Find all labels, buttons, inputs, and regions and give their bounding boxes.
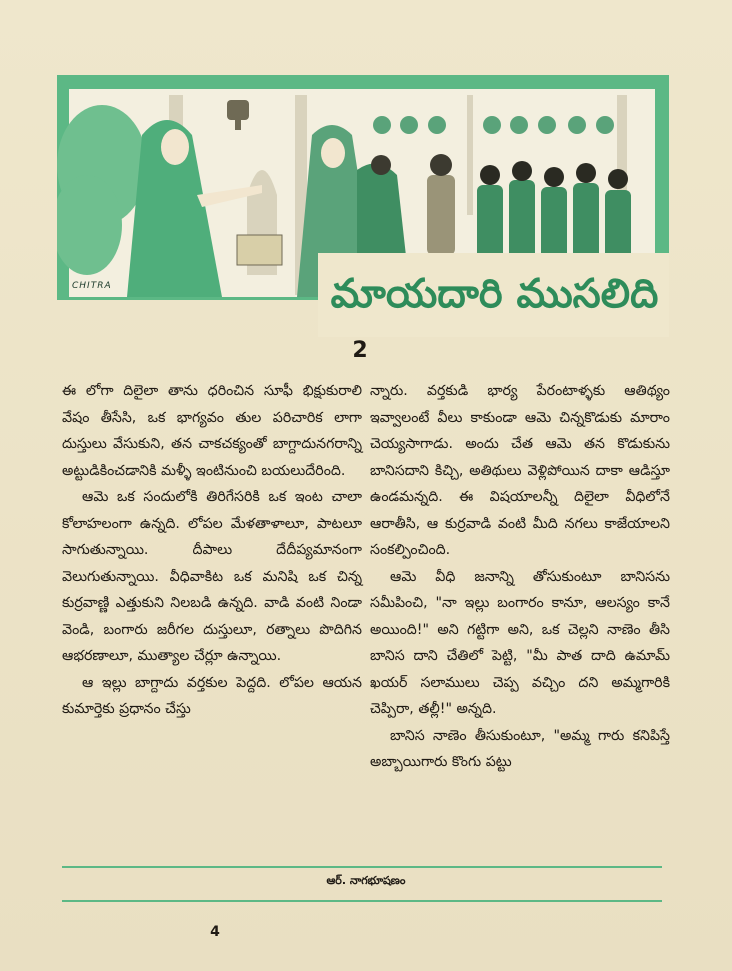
paragraph: న్నారు. వర్తకుడి భార్య పేరంటాళ్ళకు ఆతిథ్యం ఇవ్వాలంటే వీలు కాకుండా ఆమె చిన్నకొడుకు మారాం చెయ్యసాగాడు. అందు చేత ఆమె తన కొడుకును బానిసదాని కిచ్చి, అతిథులు వెళ్లిపోయిన దాకా ఆడిస్తూ ఉండమన్నది. ఈ విషయాలన్నీ దిలైలా వీధిలోనే ఆరాతీసి, ఆ కుర్రవాడి వంటి మీది నగలు కాజేయాలని సంకల్పించింది. [370,383,670,558]
divider-top [62,866,662,868]
paragraph: ఆమె ఒక సందులోకి తిరిగేసరికి ఒక ఇంట చాలా కోలాహలంగా ఉన్నది. లోపల మేళతాళాలూ, పాటలూ సాగుతున్నాయి. దీపాలు దేదీప్యమానంగా వెలుగుతున్నాయి. వీధివాకిట ఒక మనిషి ఒక చిన్న కుర్రవాణ్ణి ఎత్తుకుని నిలబడి ఉన్నది. వాడి వంటి నిండా వెండి, బంగారు జరీగల దుస్తులూ, రత్నాలు పొదిగిన ఆభరణాలూ, ముత్యాల చేర్లూ ఉన్నాయి. [62,489,362,664]
part-number: 2 [352,338,368,363]
page-number: 4 [210,924,220,940]
paragraph: ఆమె వీధి జనాన్ని తోసుకుంటూ బానిసను సమీపించి, "నా ఇల్లు బంగారం కానూ, ఆలస్యం కానే అయింది!" అని గట్టిగా అని, ఒక చెల్లని నాణెం తీసి బానిస దాని చేతిలో పెట్టి, "మీ పాత దాది ఉమామ్ ఖయర్ సలాములు చెప్ప వచ్చిం దని అమ్మగారికి చెప్పిరా, తల్లీ!" అన్నది. [370,568,670,717]
text-column-right [370,378,670,776]
paragraph: బానిస నాణెం తీసుకుంటూ, "అమ్మ గారు కనిపిస్తే అబ్బాయిగారు కొంగు పట్టు [370,727,670,770]
divider-bottom [62,900,662,902]
author-name: ఆర్. నాగభూషణం [326,874,406,887]
story-title: మాయదారి ముసలిది [330,271,659,317]
paragraph: ఆ ఇల్లు బాగ్దాదు వర్తకుల పెద్దది. లోపల ఆయన కుమార్తెకు ప్రధానం చేస్తు [62,674,362,717]
illustrator-signature: CHITRA [72,281,112,291]
text-column-left [62,378,362,723]
paragraph: ఈ లోగా దిలైలా తాను ధరించిన సూఫీ భిక్షుకురాలి వేషం తీసేసి, ఒక భాగ్యవం తుల పరిచారిక లాగా దుస్తులు వేసుకుని, తన చాకచక్యంతో బాగ్దాదునగరాన్ని అట్టుడికించడానికి మళ్ళీ ఇంటినుంచి బయలుదేరింది. [62,383,362,479]
